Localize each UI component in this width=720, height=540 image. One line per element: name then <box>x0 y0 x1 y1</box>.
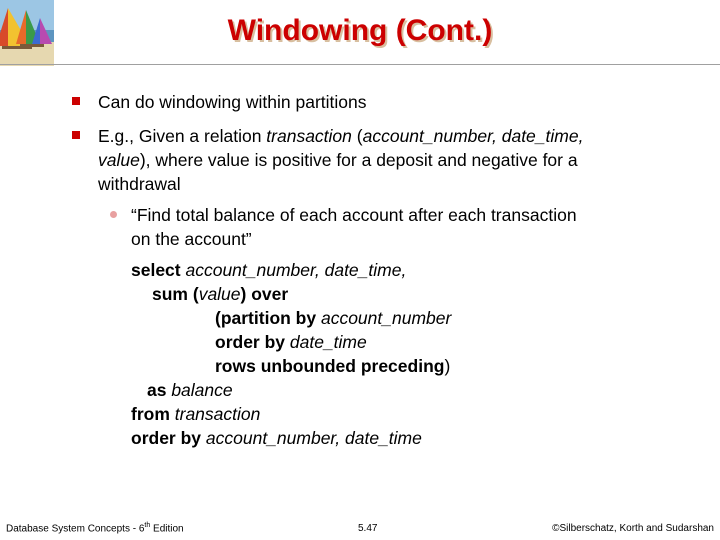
bullet-1-text: Can do windowing within partitions <box>98 92 367 112</box>
query-line-rows: rows unbounded preceding) <box>215 356 451 376</box>
query-line-order: order by date_time <box>215 332 367 352</box>
sub-bullet <box>131 203 577 251</box>
footer-page-number: 5.47 <box>358 523 378 534</box>
bullet-2 <box>98 124 698 196</box>
bullet-2-open: ( <box>351 126 363 146</box>
sub-bullet-circle-icon <box>110 211 117 218</box>
query-line-order-by: order by account_number, date_time <box>131 428 422 448</box>
bullet-square-icon <box>72 131 80 139</box>
footer-book-title: Database System Concepts - 6th Edition <box>6 521 184 534</box>
bullet-2-rest: ), where value is positive for a deposit and negative for a <box>139 150 578 170</box>
query-line-sum: sum (value) over <box>152 284 289 304</box>
bullet-square-icon <box>72 97 80 105</box>
query-line-as: as balance <box>147 380 233 400</box>
bullet-1 <box>98 90 366 114</box>
bullet-2-prefix: E.g., Given a relation <box>98 126 267 146</box>
title-divider <box>0 64 720 65</box>
footer-copyright: ©Silberschatz, Korth and Sudarshan <box>552 523 714 534</box>
relation-attr-value: value <box>98 150 140 170</box>
relation-name: transaction <box>266 126 352 146</box>
sub-bullet-line-2: on the account” <box>131 229 252 249</box>
sql-query <box>131 258 451 450</box>
sub-bullet-line-1: “Find total balance of each account after each transaction <box>131 205 577 225</box>
query-line-partition: (partition by account_number <box>215 308 452 328</box>
relation-attrs: account_number, date_time, <box>362 126 584 146</box>
bullet-2-rest2: withdrawal <box>98 174 181 194</box>
slide-title: Windowing (Cont.) <box>227 14 493 47</box>
query-line-select: select account_number, date_time, <box>131 260 407 280</box>
query-line-from: from transaction <box>131 404 261 424</box>
